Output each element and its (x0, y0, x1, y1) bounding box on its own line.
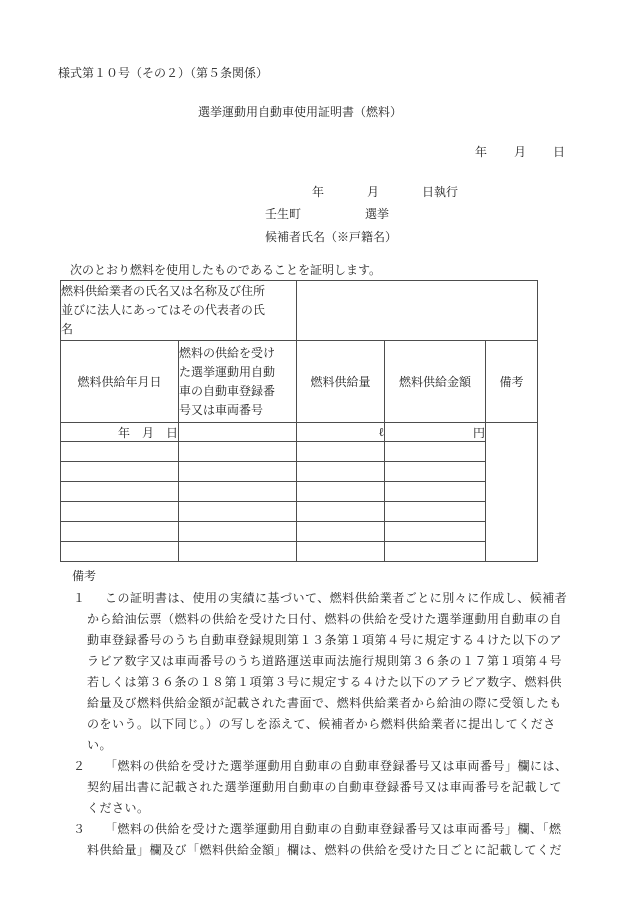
vehicle-header-line: 号又は車両番号 (179, 402, 264, 417)
notes-section (73, 588, 568, 861)
note-line: から給油伝票（燃料の供給を受けた日付、燃料の供給を受けた選挙運動用自動車の自 (87, 612, 563, 626)
certification-statement: 次のとおり燃料を使用したものであることを証明します。 (70, 263, 382, 277)
col-header-fuel-date: 燃料供給年月日 (61, 341, 179, 423)
liter-unit-label: ℓ (378, 424, 384, 439)
fuel-amount-input-cell[interactable] (385, 542, 486, 562)
issue-date-month-label: 月 (513, 145, 526, 159)
note-line: 動車登録番号のうち自動車登録規則第１３条第１項第４号に規定する４けた以下のア (87, 633, 563, 647)
vehicle-number-input-cell[interactable] (179, 423, 297, 442)
note-number: １ (73, 591, 86, 605)
vehicle-number-input-cell[interactable] (179, 502, 297, 522)
form-number: 様式第１０号（その２）（第５条関係） (58, 66, 269, 80)
document-title: 選挙運動用自動車使用証明書（燃料） (198, 105, 403, 119)
vehicle-number-input-cell[interactable] (179, 482, 297, 502)
candidate-name-line: 候補者氏名（※戸籍名） (265, 230, 398, 244)
fuel-date-input-cell[interactable] (61, 462, 179, 482)
note-line (73, 756, 568, 777)
table-row (61, 482, 538, 502)
vehicle-number-input-cell[interactable] (179, 462, 297, 482)
table-row (61, 502, 538, 522)
note-line: い。 (87, 738, 113, 752)
fuel-quantity-input-cell[interactable] (297, 522, 385, 542)
supplier-row (61, 281, 538, 341)
election-date-year-label: 年 (312, 185, 325, 199)
fuel-amount-input-cell[interactable] (385, 522, 486, 542)
fuel-date-input-cell[interactable] (61, 482, 179, 502)
note-line (73, 819, 568, 840)
notes-heading: 備考 (72, 569, 97, 583)
fuel-quantity-input-cell[interactable] (297, 423, 385, 442)
table-row (61, 442, 538, 462)
fuel-quantity-input-cell[interactable] (297, 482, 385, 502)
vehicle-header-line: 燃料の供給を受け (179, 345, 276, 360)
vehicle-number-input-cell[interactable] (179, 442, 297, 462)
municipality-label: 壬生町 (265, 207, 302, 221)
table-row (61, 423, 538, 442)
note-number: ２ (73, 759, 86, 773)
fuel-quantity-input-cell[interactable] (297, 462, 385, 482)
fuel-quantity-input-cell[interactable] (297, 442, 385, 462)
fuel-amount-input-cell[interactable] (385, 502, 486, 522)
election-date-month-label: 月 (366, 185, 379, 199)
note-line: 若しくは第３６条の１８第１項第３号に規定する４けた以下のアラビア数字、燃料供 (87, 675, 563, 689)
vehicle-number-input-cell[interactable] (179, 542, 297, 562)
supplier-info-label (61, 281, 297, 341)
fuel-date-label: 年 月 日 (117, 425, 178, 440)
supplier-label-line: 燃料供給業者の氏名又は名称及び住所 (61, 284, 266, 298)
issue-date-line (475, 143, 565, 160)
note-text: 「燃料の供給を受けた選挙運動用自動車の自動車登録番号又は車両番号」欄、「燃 (105, 822, 562, 836)
election-name-line (265, 205, 389, 222)
note-line: のをいう。以下同じ。）の写しを添えて、候補者から燃料供給業者に提出してくださ (87, 717, 556, 731)
note-text: この証明書は、使用の実績に基づいて、燃料供給業者ごとに別々に作成し、候補者 (105, 591, 568, 605)
note-item-3 (73, 819, 568, 861)
vehicle-header-line: 車の自動車登録番 (179, 383, 276, 398)
col-header-fuel-quantity: 燃料供給量 (297, 341, 385, 423)
note-item-1 (73, 588, 568, 756)
fuel-date-input-cell[interactable] (61, 542, 179, 562)
supplier-info-input-cell[interactable] (297, 281, 538, 341)
table-header-row (61, 341, 538, 423)
fuel-supply-table (60, 280, 538, 562)
issue-date-year-label: 年 (475, 145, 488, 159)
fuel-amount-input-cell[interactable] (385, 482, 486, 502)
note-line: 給量及び燃料供給金額が記載された書面で、燃料供給業者から給油の際に受領したも (87, 696, 562, 710)
fuel-date-input-cell[interactable] (61, 522, 179, 542)
col-header-vehicle-number (179, 341, 297, 423)
note-line: 料供給量」欄及び「燃料供給金額」欄は、燃料の供給を受けた日ごとに記載してくだ (87, 843, 563, 857)
issue-date-day-label: 日 (552, 145, 565, 159)
fuel-amount-input-cell[interactable] (385, 442, 486, 462)
vehicle-header-line: た選挙運動用自動 (179, 364, 276, 379)
fuel-date-input-cell[interactable] (61, 442, 179, 462)
remarks-input-cell[interactable] (486, 423, 538, 562)
fuel-amount-input-cell[interactable] (385, 423, 486, 442)
supplier-label-line: 並びに法人にあってはその代表者の氏 (61, 303, 265, 317)
election-label: 選挙 (365, 207, 390, 221)
fuel-amount-input-cell[interactable] (385, 462, 486, 482)
note-text: 「燃料の供給を受けた選挙運動用自動車の自動車登録番号又は車両番号」欄には、 (105, 759, 568, 773)
fuel-quantity-input-cell[interactable] (297, 502, 385, 522)
table-row (61, 542, 538, 562)
supplier-label-line: 名 (61, 322, 74, 336)
col-header-remarks: 備考 (486, 341, 538, 423)
table-row (61, 522, 538, 542)
election-date-day-label: 日執行 (421, 185, 458, 199)
yen-unit-label: 円 (472, 425, 485, 440)
election-date-line (312, 183, 458, 200)
note-line: ラビア数字又は車両番号のうち道路運送車両法施行規則第３６条の１７第１項第４号 (87, 654, 563, 668)
note-line (73, 588, 568, 609)
fuel-date-input-cell[interactable] (61, 423, 179, 442)
table-row (61, 462, 538, 482)
note-item-2 (73, 756, 568, 819)
col-header-fuel-amount: 燃料供給金額 (385, 341, 486, 423)
note-line: ください。 (87, 801, 150, 815)
fuel-quantity-input-cell[interactable] (297, 542, 385, 562)
fuel-date-input-cell[interactable] (61, 502, 179, 522)
note-line: 契約届出書に記載された選挙運動用自動車の自動車登録番号又は車両番号を記載して (87, 780, 563, 794)
note-number: ３ (73, 822, 86, 836)
vehicle-number-input-cell[interactable] (179, 522, 297, 542)
